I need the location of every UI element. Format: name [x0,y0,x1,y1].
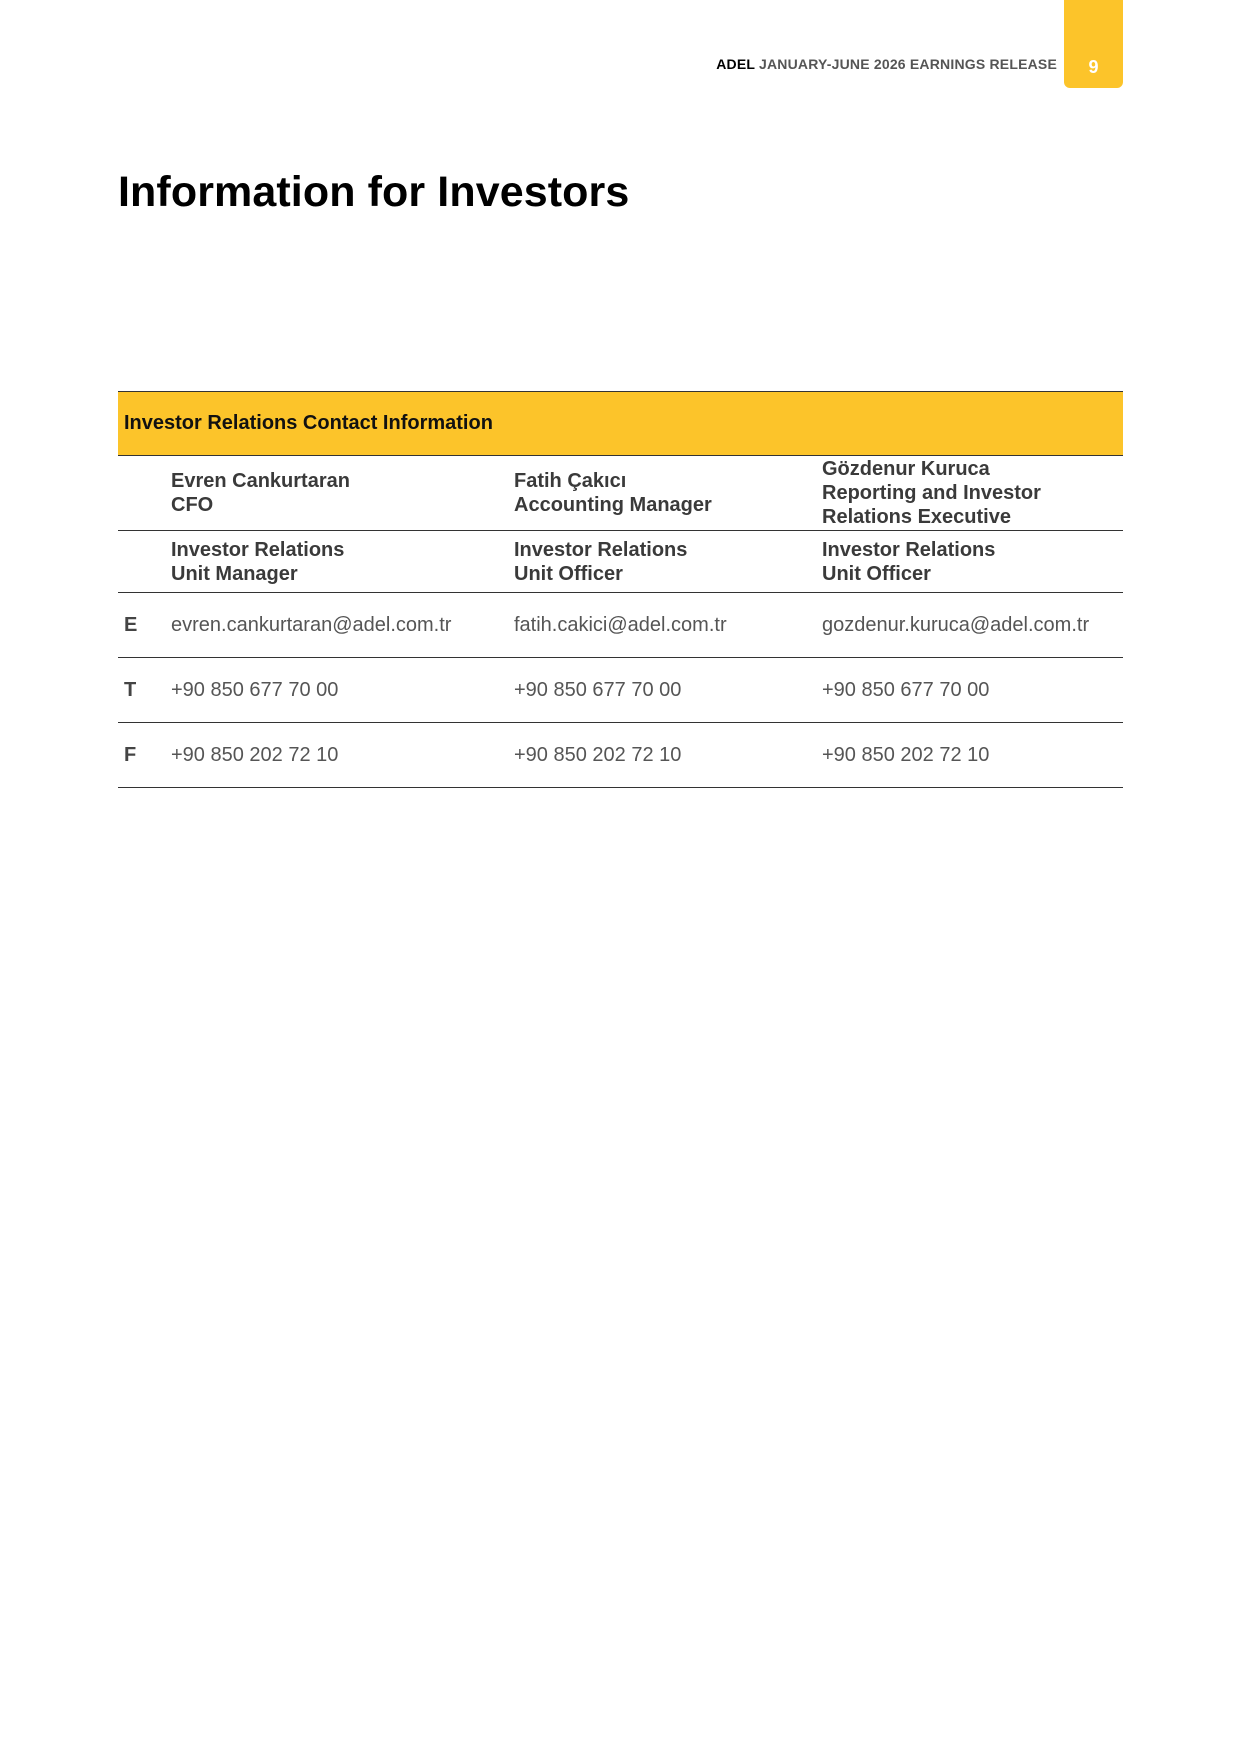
table-title-row [118,392,1123,456]
table-title: Investor Relations Contact Information [118,392,1123,456]
person-role: Investor Relations [514,538,688,561]
email-address[interactable]: evren.cankurtaran@adel.com.tr [171,593,514,658]
table-row-names [118,456,1123,531]
table-row-email [118,593,1123,658]
person-name: Evren Cankurtaran [171,470,350,492]
person-name-cell [822,456,1123,531]
running-header [716,56,1057,72]
email-address[interactable]: fatih.cakici@adel.com.tr [514,593,822,658]
table-row-fax [118,723,1123,788]
phone-number: +90 850 677 70 00 [514,658,822,723]
person-role-cell [514,531,822,593]
email-address[interactable]: gozdenur.kuruca@adel.com.tr [822,593,1123,658]
person-role-cell [171,531,514,593]
person-name: Fatih Çakıcı [514,470,627,492]
person-role-detail: Unit Manager [171,562,298,585]
person-name: Gözdenur Kuruca [822,458,990,480]
fax-number: +90 850 202 72 10 [171,723,514,788]
person-name-cell [514,456,822,531]
phone-number: +90 850 677 70 00 [822,658,1123,723]
page-number: 9 [1088,57,1099,77]
table-cell-empty [118,531,171,593]
person-role-detail: Unit Officer [514,562,623,585]
header-brand: ADEL [716,56,755,72]
phone-row-label: T [118,658,171,723]
phone-number: +90 850 677 70 00 [171,658,514,723]
person-title-continued: Relations Executive [822,506,1011,528]
fax-number: +90 850 202 72 10 [822,723,1123,788]
email-row-label: E [118,593,171,658]
page-number-tab [1064,0,1123,88]
table-row-phone [118,658,1123,723]
person-name-cell [171,456,514,531]
table-cell-empty [118,456,171,531]
fax-row-label: F [118,723,171,788]
person-role-cell [822,531,1123,593]
investor-relations-contact-table [118,391,1123,788]
fax-number: +90 850 202 72 10 [514,723,822,788]
page-title: Information for Investors [118,168,630,216]
person-role: Investor Relations [171,538,345,561]
page-header [0,0,1241,90]
header-release-title: JANUARY-JUNE 2026 EARNINGS RELEASE [758,56,1057,72]
table-row-roles [118,531,1123,593]
person-role: Investor Relations [822,538,996,561]
person-title: Reporting and Investor [822,482,1041,504]
person-title: Accounting Manager [514,494,712,516]
person-title: CFO [171,494,214,516]
person-role-detail: Unit Officer [822,562,931,585]
